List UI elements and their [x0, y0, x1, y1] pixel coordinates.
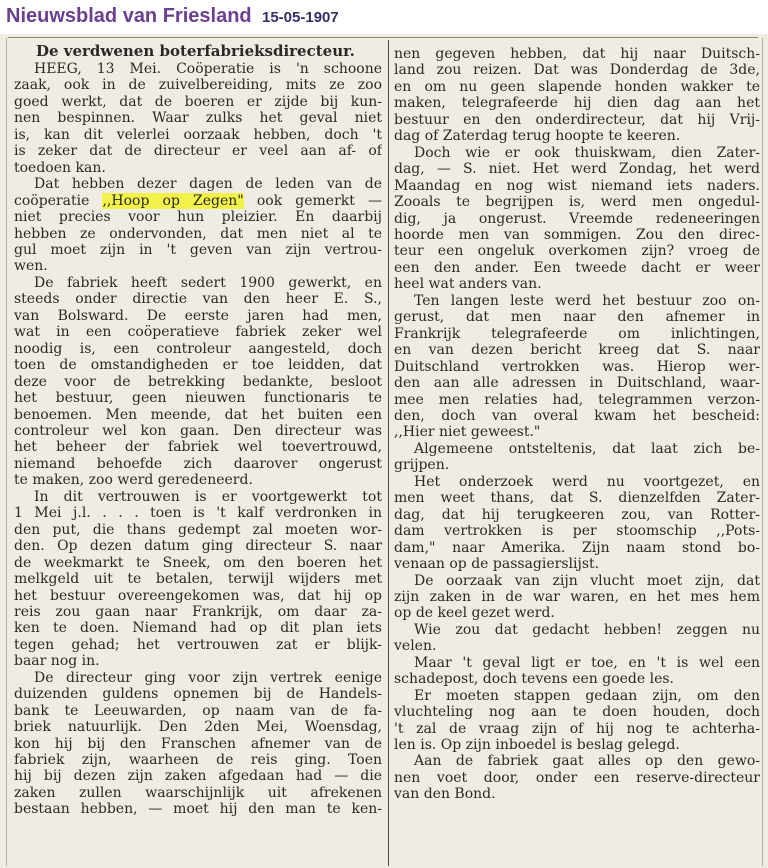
column-divider — [388, 40, 389, 866]
text-line: niet precies voor hun pleizier. En daarbij — [14, 209, 382, 226]
text-line: Er moeten stappen gedaan zijn, om den — [414, 687, 760, 704]
text-line: dam vertrokken is per stoomschip ,,Pots- — [394, 523, 760, 540]
text-line: gul moet zijn in 't geven van zijn vertrou- — [14, 241, 382, 258]
text-line: land zou reizen. Dat was Donderdag de 3de, — [394, 62, 760, 79]
text-line: teur een ongeluk overkomen zijn? vroeg de — [394, 243, 760, 260]
text-line: ken te doen. Niemand had op dit plan iets — [14, 620, 382, 637]
text-line: dag of Zaterdag terug hoopte te keeren. — [394, 128, 681, 145]
text-line: Maandag en nog wist niemand iets naders. — [394, 177, 760, 194]
text-line: zaken zullen waarschijnlijk uit afrekenen — [14, 784, 382, 801]
article-body-left — [14, 61, 382, 818]
text-line: wat in een coöperatieve fabriek zeker wel — [14, 324, 382, 341]
text-line: en om nu geen slapende honden wakker te — [394, 78, 760, 95]
text-line: reis zou gaan naar Frankrijk, om daar za- — [14, 603, 382, 620]
text-line: maken, telegrafeerde hij dien dag aan het — [394, 95, 760, 112]
text-line: het bestuur, geen nieuwen functionaris te — [14, 390, 382, 407]
text-line: den put, die thans gedempt zal moeten wor- — [14, 521, 382, 538]
text-line: kon hij bij den Franschen afnemer van de — [14, 735, 382, 752]
right-edge-line — [762, 38, 763, 866]
text-line: velen. — [394, 638, 437, 655]
text-line: zijn zaken in de war waren, en het mes hem — [394, 588, 760, 605]
text-line: het beheer der fabriek wel toevertrouwd, — [14, 439, 382, 456]
text-line: en van dezen bericht kreeg dat S. naar — [394, 342, 760, 359]
text-line: op de keel gezet werd. — [394, 605, 555, 622]
text-line: Het onderzoek werd nu voortgezet, en — [414, 473, 760, 490]
text-line: bank te Leeuwarden, op naam van de fa- — [14, 702, 382, 719]
text-line: Doch wie er ook thuiskwam, dien Zater- — [414, 144, 760, 161]
text-line: Aan de fabriek gaat alles op den gewo- — [414, 753, 760, 770]
text-line: nen voet door, onder een reserve-directeur — [394, 769, 760, 786]
text-line: venaan op de passagierslijst. — [394, 556, 600, 573]
text-line: De directeur ging voor zijn vertrek eenige — [34, 669, 382, 686]
text-line: Dat hebben dezer dagen de leden van de — [34, 176, 382, 193]
text-line: de weekmarkt te Sneek, om den boeren het — [14, 554, 382, 571]
text-line: briek natuurlijk. Den 2den Mei, Woensdag, — [14, 719, 382, 736]
text-line: dig, ja ongerust. Vreemde redeneeringen — [394, 210, 760, 227]
text-line: goed werkt, dat de boeren er zijde bij kun- — [14, 93, 382, 110]
text-line: nen bespinnen. Waar zulks het geval niet — [14, 110, 382, 127]
text-line: HEEG, 13 Mei. Coöperatie is 'n schoone — [34, 61, 382, 77]
text-line: men weet thans, dat S. dienzelfden Zater- — [394, 490, 760, 507]
text-line: In dit vertrouwen is er voortgewerkt tot — [34, 488, 382, 505]
text-line: Ten langen leste werd het bestuur zoo on- — [414, 292, 760, 309]
article-headline: De verdwenen boterfabrieksdirecteur. — [36, 42, 355, 60]
text-line: vluchteling nog aan te doen houden, doch — [394, 704, 760, 721]
article-body-right — [394, 46, 760, 803]
text-line: controleur wel kon gaan. Den directeur was — [14, 422, 382, 439]
text-line: noodig is, een controleur aangesteld, doch — [14, 340, 382, 357]
text-line: den. Op dezen datum ging directeur S. naar — [14, 538, 382, 555]
article-column-right — [394, 46, 760, 803]
text-line: Algemeene ontsteltenis, dat laat zich be- — [414, 440, 760, 457]
text-line: niemand behoefde zich daarover ongerust — [14, 455, 382, 472]
text-line: bestuur en den onderdirecteur, dat hij Vrij- — [394, 111, 760, 128]
text-line: hebben ze ondervonden, dat men niet al te — [14, 225, 382, 242]
top-rule — [8, 37, 758, 38]
text-line: hij bij dezen zijn zaken afgedaan had — die — [14, 768, 382, 785]
text-line: den aan alle adressen in Duitschland, waar- — [394, 375, 760, 392]
text-line: heel wat anders van. — [394, 276, 542, 293]
text-line: deze voor de betrekking bedankte, besloot — [14, 373, 382, 390]
text-line: is, kan dit velerlei oorzaak hebben, doch 't — [14, 126, 382, 143]
text-line: fabriek zijn, waarheen de reis ging. Toen — [14, 752, 382, 769]
text-line: den, doch van overal kwam het bescheid: — [394, 407, 760, 424]
text-line: 1 Mei j.l. . . . toen is 't kalf verdronken in — [14, 505, 382, 522]
text-line: hoorde men van sommigen. Zou den direc- — [394, 226, 760, 243]
text-line: grijpen. — [394, 457, 450, 474]
text-line: dam," naar Amerika. Zijn naam stond bo- — [394, 539, 760, 556]
text-line: van Bolsward. De eerste jaren had men, — [14, 307, 382, 324]
text-line: van den Bond. — [394, 786, 496, 803]
text-line: De oorzaak van zijn vlucht moet zijn, dat — [414, 572, 760, 589]
text-line: steeds onder directie van den heer E. S., — [14, 291, 382, 308]
text-line: toedoen kan. — [14, 159, 106, 176]
text-line: benoemen. Men meende, dat het buiten een — [14, 406, 382, 423]
text-line: schadepost, doch tevens een goede les. — [394, 671, 674, 688]
text-line: len is. Op zijn inboedel is beslag gelegd. — [394, 737, 680, 754]
text-line: mee men relaties had, telegrammen verzon- — [394, 391, 760, 408]
text-line: 't zal de vraag zijn of hij nog te achterha- — [394, 720, 760, 737]
text-line: melkgeld uit te betalen, terwijl wijders met — [14, 571, 382, 588]
text-line: De fabriek heeft sedert 1900 gewerkt, en — [34, 274, 382, 291]
text-line: Duitschland vertrokken was. Hierop wer- — [394, 358, 760, 375]
text-line: is zeker dat de directeur er veel aan af- of — [14, 143, 382, 160]
publication-date: 15-05-1907 — [262, 9, 339, 26]
text-line: ,,Hier niet geweest." — [394, 424, 541, 441]
article-column-left — [14, 42, 382, 818]
highlighted-text: ,,Hoop op Zegen" — [102, 192, 244, 209]
text-line: Wie zou dat gedacht hebben! zeggen nu — [414, 621, 760, 638]
text-line: zaak, ook in de zuivelbereiding, mits ze zoo — [14, 77, 382, 94]
text-line: een den ander. Een tweede dacht er weer — [394, 259, 760, 276]
text-line: Maar 't geval ligt er toe, en 't is wel een — [414, 654, 760, 671]
text-line: dag, — S. niet. Het werd Zondag, het werd — [394, 161, 760, 178]
text-line: Frankrijk telegrafeerde om inlichtingen, — [394, 325, 760, 342]
text-line: gerust, dat men naar den afnemer in — [394, 309, 760, 326]
text-line: wen. — [14, 258, 48, 275]
text-line: baar nog in. — [14, 653, 100, 670]
text-line: tegen gehad; het vertrouwen zat er blijk- — [14, 636, 382, 653]
text-line: bestaan hebben, — moet hij den man te ken- — [14, 801, 382, 818]
page-header — [0, 0, 768, 34]
newspaper-clipping — [0, 34, 768, 868]
text-line: dag, dat hij terugkeeren zou, van Rotter- — [394, 506, 760, 523]
left-edge-line — [6, 38, 7, 866]
text-line: Zooals te begrijpen is, werd men ongedul- — [394, 194, 760, 211]
newspaper-title: Nieuwsblad van Friesland — [6, 5, 252, 27]
text-line: toen de omstandigheden er toe leidden, dat — [14, 357, 382, 374]
text-line: nen gegeven hebben, dat hij naar Duitsch- — [394, 46, 760, 62]
text-line: duizenden guldens opnemen bij de Handels- — [14, 686, 382, 703]
text-line: coöperatie ,,Hoop op Zegen" ook gemerkt — — [14, 192, 382, 209]
text-line: te maken, zoo werd geredeneerd. — [14, 472, 253, 489]
text-line: het bestuur overeengekomen was, dat hij op — [14, 587, 382, 604]
